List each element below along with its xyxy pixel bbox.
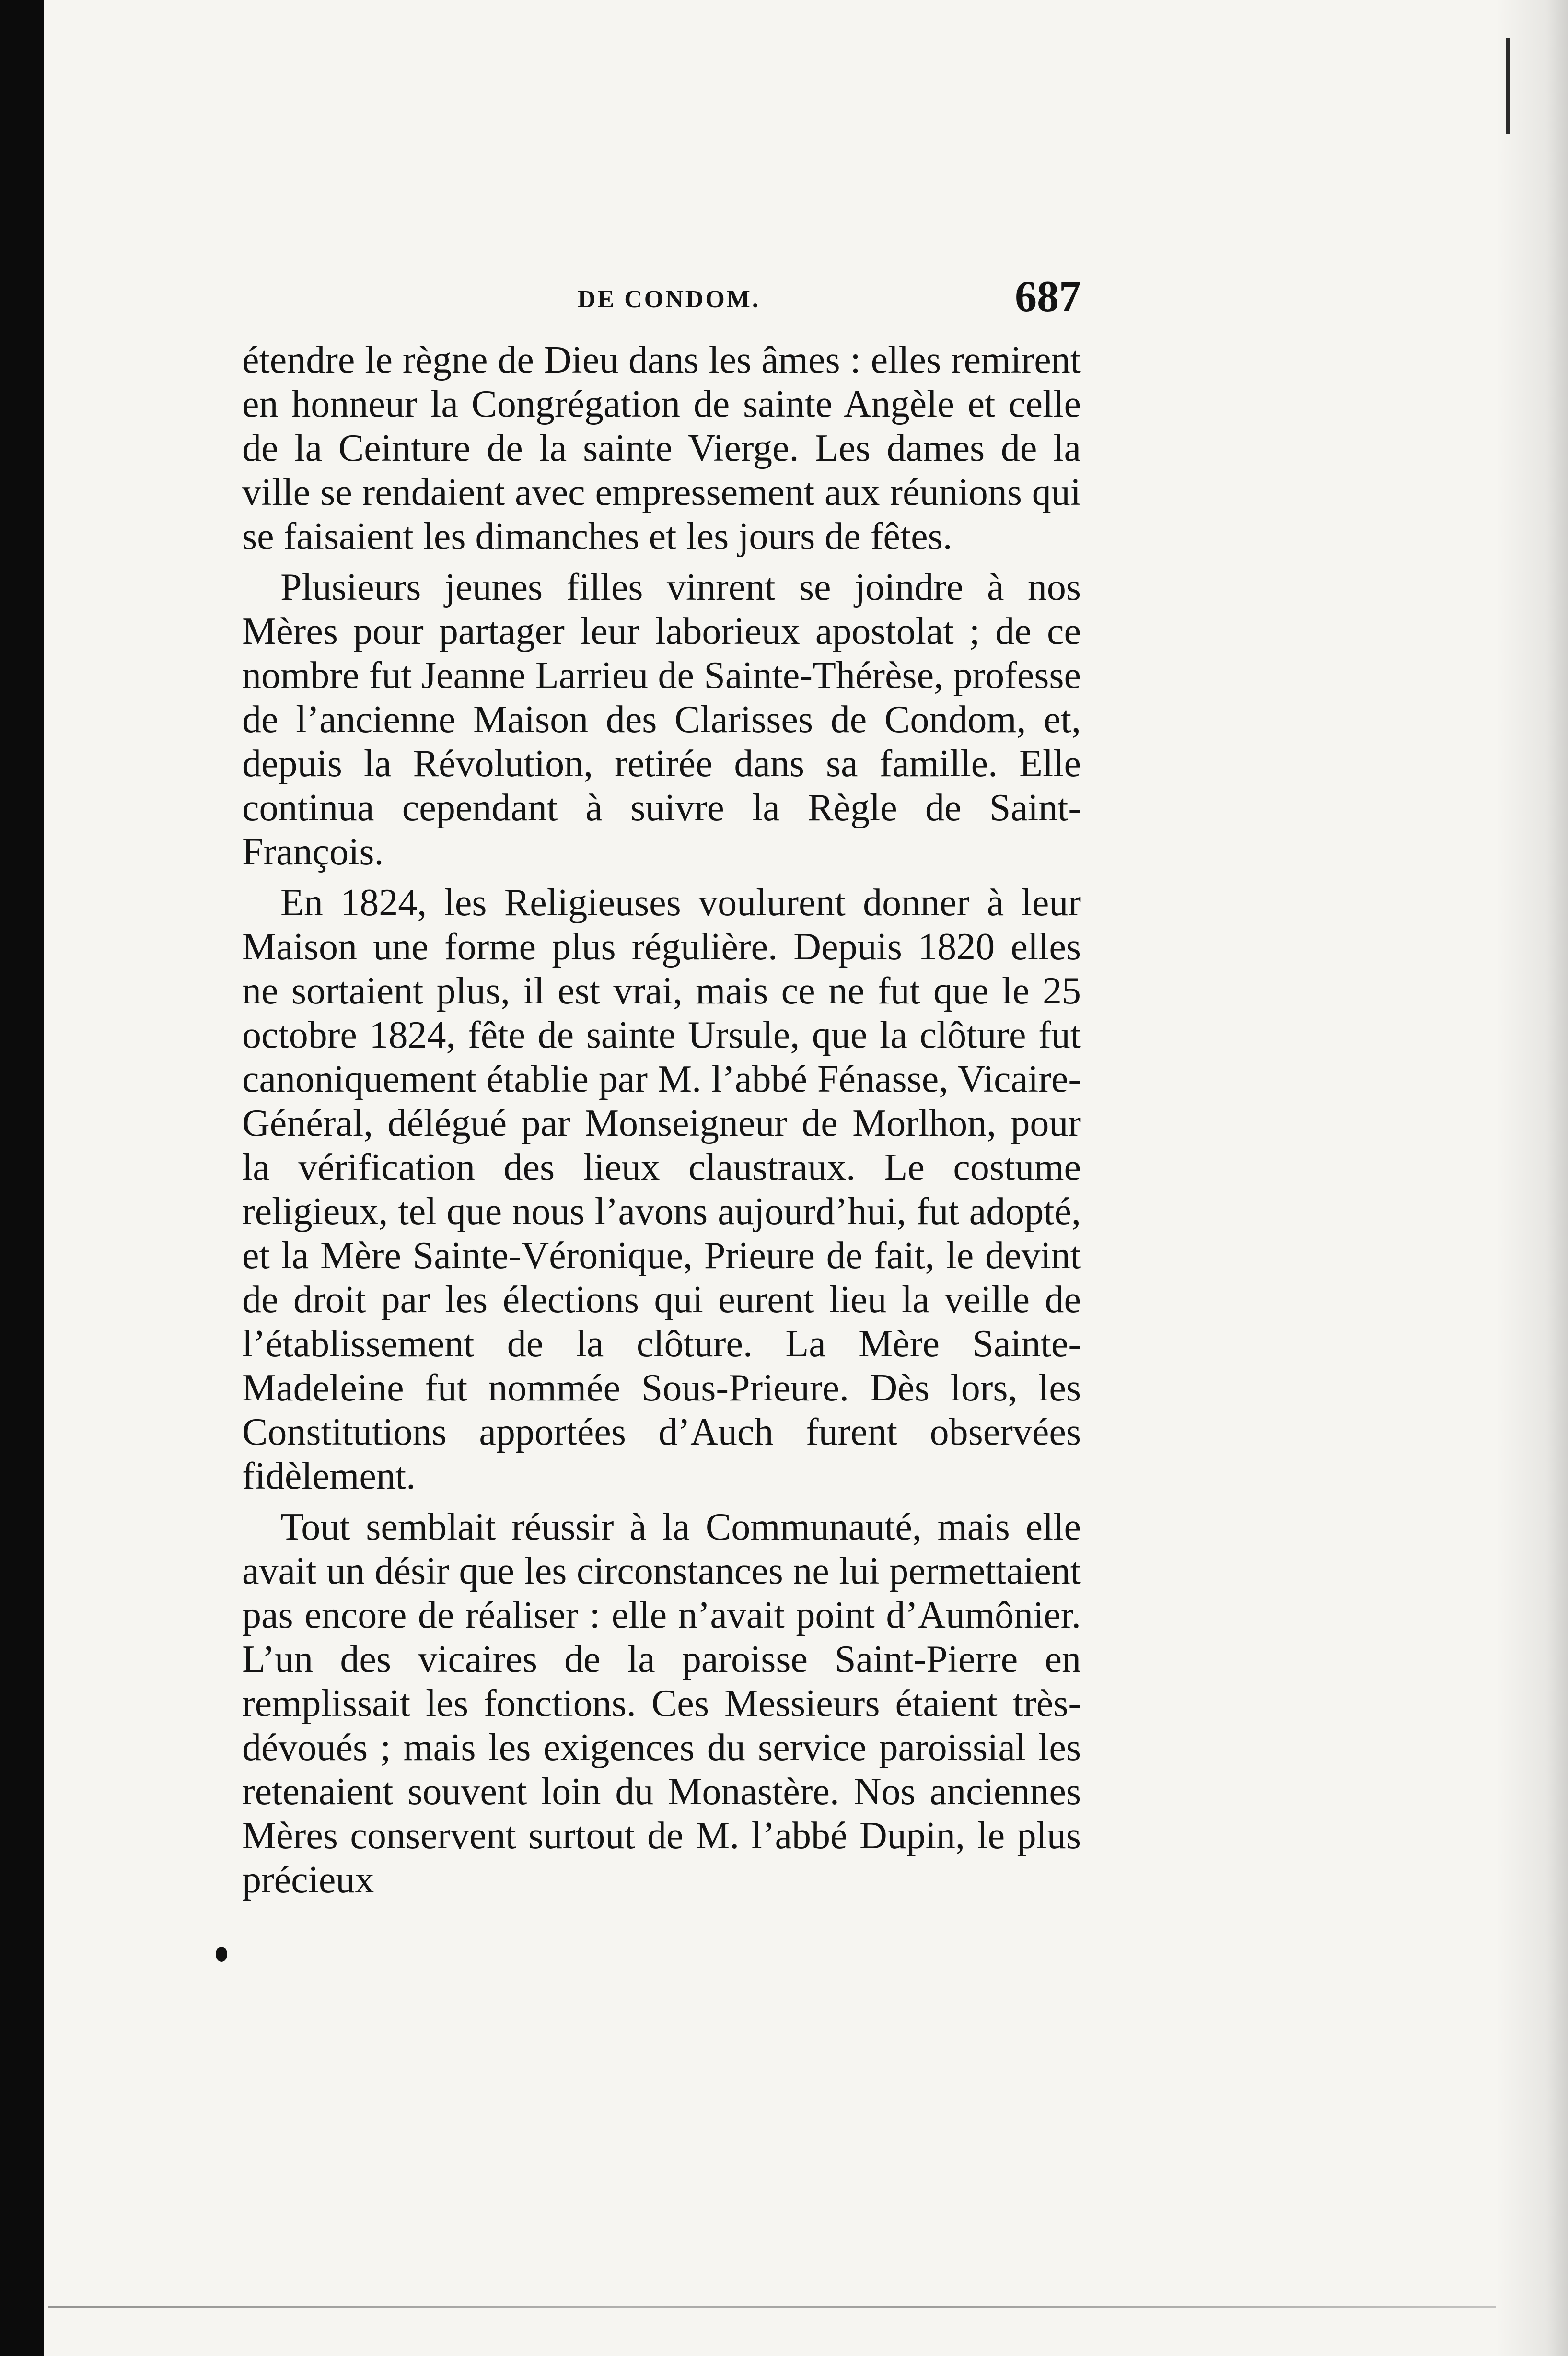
- scan-edge-mark: [1506, 38, 1510, 134]
- ink-blot: [216, 1947, 227, 1962]
- paragraph-3: En 1824, les Religieuses voulurent donner à leur Maison une forme plus régulière. Depuis 1820 elles ne sortaient plus, il est vrai, mais ce ne fut que le 25 octobre 1824, fête de sainte Ursule, que la clôture fut canoniquement établie par M. l’abbé Fénasse, Vicaire-Général, délégué par Monseigneur de Morlhon, pour la vérification des lieux claustraux. Le costume religieux, tel que nous l’avons aujourd’hui, fut adopté, et la Mère Sainte-Véronique, Prieure de fait, le devint de droit par les élections qui eurent lieu la veille de l’établissement de la clôture. La Mère Sainte-Madeleine fut nommée Sous-Prieure. Dès lors, les Constitutions apportées d’Auch furent observées fidèlement.: [242, 882, 1081, 1497]
- book-page: [242, 266, 1081, 1902]
- body-text: [242, 338, 1081, 1902]
- paragraph-2: Plusieurs jeunes filles vinrent se joindre à nos Mères pour partager leur laborieux apostolat ; de ce nombre fut Jeanne Larrieu de Sainte-Thérèse, professe de l’ancienne Maison des Clarisses de Condom, et, depuis la Révolution, retirée dans sa famille. Elle continua cependant à suivre la Règle de Saint-François.: [242, 566, 1081, 873]
- bottom-scan-rule: [48, 2306, 1496, 2308]
- paragraph-1: étendre le règne de Dieu dans les âmes : elles remirent en honneur la Congrégation de sainte Angèle et celle de la Ceinture de la sainte Vierge. Les dames de la ville se rendaient avec empressement aux réunions qui se faisaient les dimanches et les jours de fêtes.: [242, 339, 1081, 558]
- book-binding-edge: [0, 0, 44, 2356]
- paragraph-4: Tout semblait réussir à la Communauté, mais elle avait un désir que les circonstances ne lui permettaient pas encore de réaliser : elle n’avait point d’Aumônier. L’un des vicaires de la paroisse Saint-Pierre en remplissait les fonctions. Ces Messieurs étaient très-dévoués ; mais les exigences du service paroissial les retenaient souvent loin du Monastère. Nos anciennes Mères conservent surtout de M. l’abbé Dupin, le plus précieux: [242, 1506, 1081, 1901]
- page-edge-shadow: [1496, 0, 1568, 2356]
- page-number: 687: [1015, 272, 1081, 321]
- running-head-title: DE CONDOM.: [578, 286, 760, 313]
- running-head: [242, 266, 1081, 338]
